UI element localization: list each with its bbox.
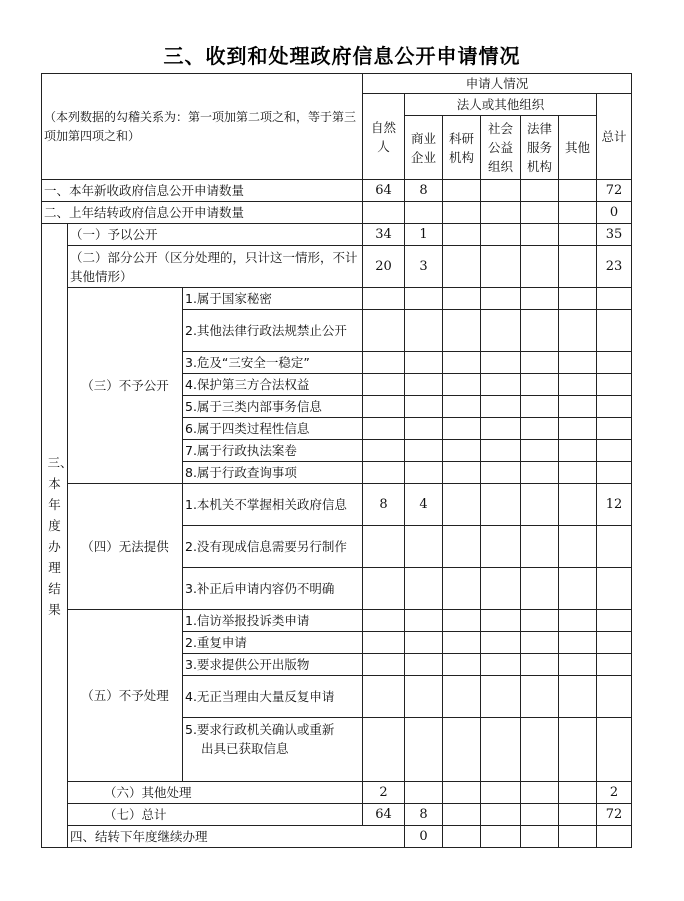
item-label: 4.保护第三方合法权益 [183,374,363,396]
table-row [42,246,632,288]
cell-natural: 64 [363,180,405,202]
item-label: 2.没有现成信息需要另行制作 [183,526,363,568]
cell-natural: 2 [363,782,405,804]
item-label: 1.信访举报投诉类申请 [183,610,363,632]
cell-research [481,826,521,848]
item-label [183,718,363,782]
cell-law [521,180,559,202]
cell-commercial: 8 [405,180,443,202]
item-label: 7.属于行政执法案卷 [183,440,363,462]
cell-law [521,224,559,246]
cell-commercial: 1 [405,224,443,246]
header-research: 科研机构 [443,116,481,180]
header-other: 其他 [559,116,597,180]
cell-law [521,246,559,288]
cell-commercial [405,202,443,224]
cell-natural: 20 [363,246,405,288]
row-label: （一）予以公开 [68,224,363,246]
cell-commercial: 4 [405,484,443,526]
cell-law [559,826,597,848]
row-label: （二）部分公开（区分处理的，只计这一情形，不计其他情形） [68,246,363,288]
cell-commercial: 8 [405,804,443,826]
cell-other [559,246,597,288]
cell-other [559,484,597,526]
item-label: 3.要求提供公开出版物 [183,654,363,676]
cell-total: 72 [597,804,632,826]
cell-other [559,180,597,202]
cell-law [521,484,559,526]
group-label: （三）不予公开 [68,288,183,484]
statistics-table [41,73,632,848]
cell-research [443,202,481,224]
cell-social [481,804,521,826]
header-row-1 [42,74,632,94]
cell-social [481,246,521,288]
cell-law [521,202,559,224]
cell-social [481,224,521,246]
row-label: 一、本年新收政府信息公开申请数量 [42,180,363,202]
table-row [42,202,632,224]
cell-research [443,484,481,526]
row-label: 四、结转下年度继续办理 [68,826,405,848]
cell-research [443,180,481,202]
cell-other [597,826,632,848]
cell-natural: 64 [363,804,405,826]
table-row [42,782,632,804]
item-label: 4.无正当理由大量反复申请 [183,676,363,718]
table-row [42,484,632,526]
table-row [42,288,632,310]
cell-law [521,804,559,826]
cell-other [559,224,597,246]
row-label: （六）其他处理 [68,782,363,804]
table-row [42,826,632,848]
cell-social [481,484,521,526]
cell-other [559,804,597,826]
table-row [42,610,632,632]
item-label: 2.重复申请 [183,632,363,654]
cell-social [481,180,521,202]
cell-research [443,246,481,288]
header-commercial: 商业企业 [405,116,443,180]
cell-total: 0 [597,202,632,224]
cell-social [481,202,521,224]
cell-natural: 0 [405,826,443,848]
cell-law [521,782,559,804]
item-label: 8.属于行政查询事项 [183,462,363,484]
cell-commercial [405,782,443,804]
cell-total: 2 [597,782,632,804]
table-row [42,224,632,246]
cell-commercial: 3 [405,246,443,288]
section-three-text: 三、本年度办理结果 [47,454,73,617]
table-row [42,180,632,202]
group-label: （四）无法提供 [68,484,183,610]
cell-research [443,224,481,246]
section-three-label [42,224,73,848]
cell-total: 12 [597,484,632,526]
cell-natural: 34 [363,224,405,246]
item-label: 3.危及“三安全一稳定” [183,352,363,374]
table-row [42,804,632,826]
item-label: 2.其他法律行政法规禁止公开 [183,310,363,352]
item-label: 3.补正后申请内容仍不明确 [183,568,363,610]
header-law: 法律服务机构 [521,116,559,180]
cell-research [443,804,481,826]
cell-research [443,782,481,804]
item-text-continued: 出具已获取信息 [201,741,289,756]
item-label: 5.属于三类内部事务信息 [183,396,363,418]
header-social: 社会公益组织 [481,116,521,180]
header-natural: 自然人 [363,94,405,180]
item-label: 1.本机关不掌握相关政府信息 [183,484,363,526]
cell-social [521,826,559,848]
cell-other [559,202,597,224]
cell-natural [363,202,405,224]
cell-total: 23 [597,246,632,288]
row-label: （七）总计 [68,804,363,826]
header-legal: 法人或其他组织 [405,94,597,116]
header-total: 总计 [597,94,632,180]
cell-total: 72 [597,180,632,202]
item-label: 6.属于四类过程性信息 [183,418,363,440]
cell-natural: 8 [363,484,405,526]
header-applicant: 申请人情况 [363,74,632,94]
item-text: 5.要求行政机关确认或重新 [185,722,335,737]
item-label: 1.属于国家秘密 [183,288,363,310]
row-label: 二、上年结转政府信息公开申请数量 [42,202,363,224]
group-label: （五）不予处理 [68,610,183,782]
header-note: （本列数据的勾稽关系为：第一项加第二项之和，等于第三项加第四项之和） [42,74,363,180]
cell-other [559,782,597,804]
cell-commercial [443,826,481,848]
cell-social [481,782,521,804]
cell-total: 35 [597,224,632,246]
page-title: 三、收到和处理政府信息公开申请情况 [163,44,521,68]
